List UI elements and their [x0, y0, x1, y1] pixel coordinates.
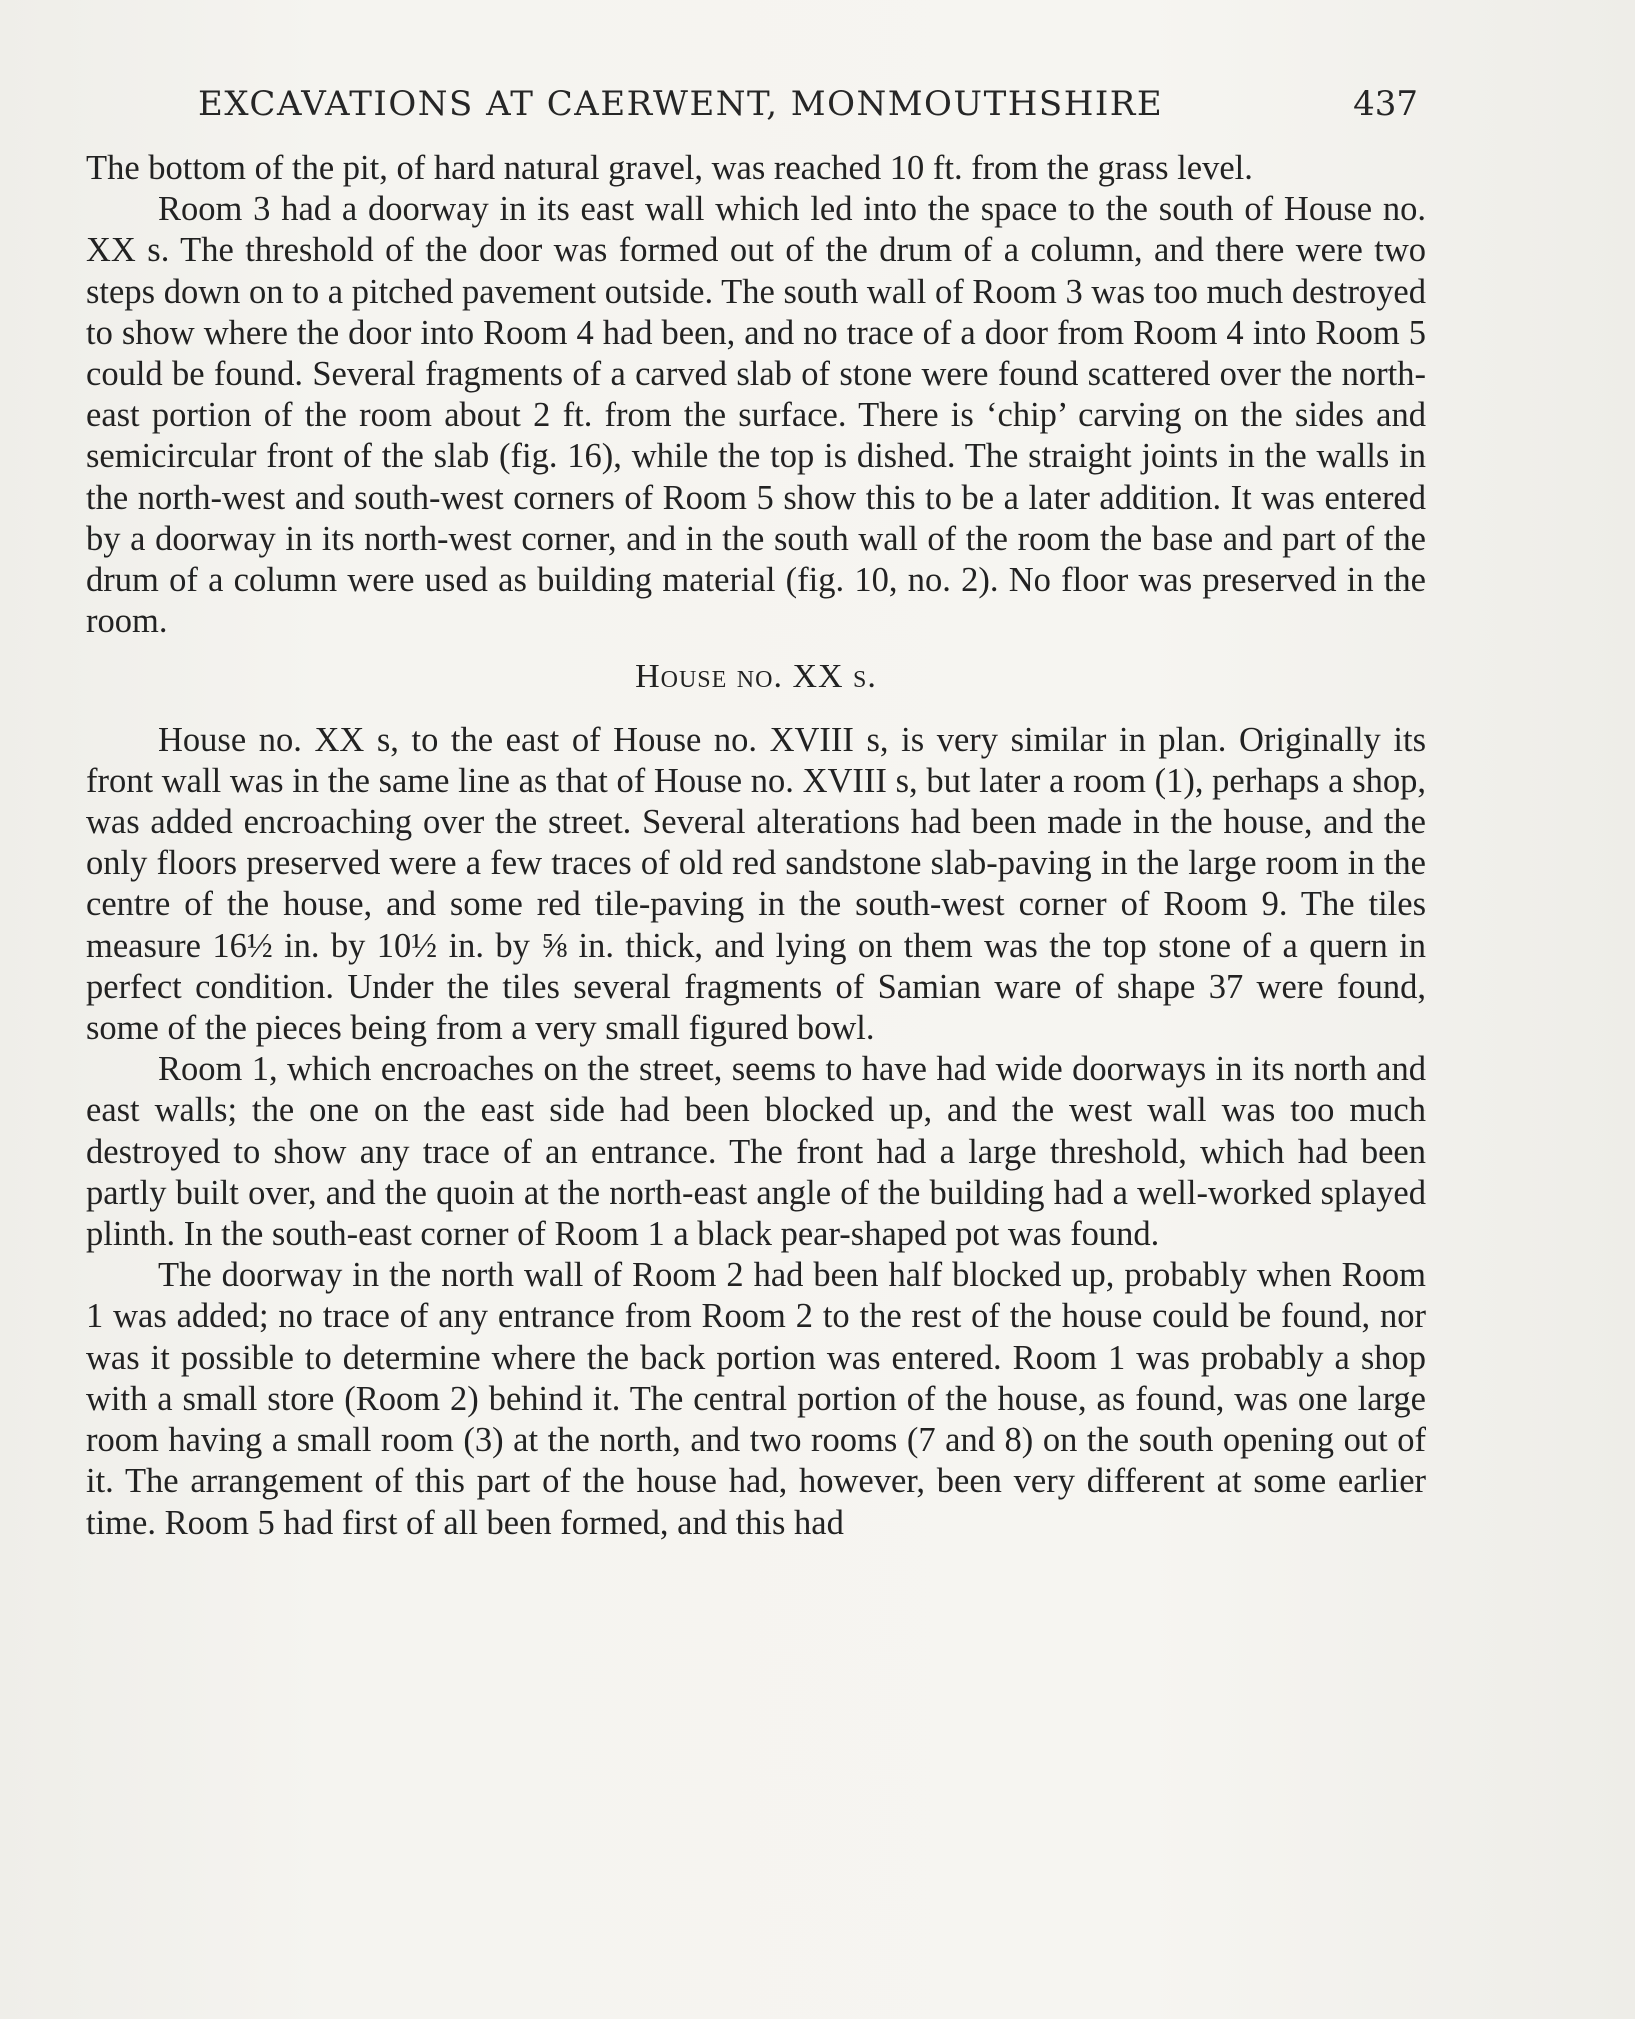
paragraph-pit-bottom: The bottom of the pit, of hard natural gravel, was reached 10 ft. from the grass level. — [86, 149, 1253, 187]
paragraph-house-xx: House no. XX s, to the east of House no. XVIII s, is very similar in plan. Originally its front wall was in the same line as that of House no. XVIII s, but later a room (1), perhaps a shop, was added encroaching over the street. Several alterations had been made in the house, and the only floors preserved were a few traces of old red sandstone slab-paving in the large room in the centre of the house, and some red tile-paving in the south-west corner of Room 9. The tiles measure 16½ in. by 10½ in. by ⅝ in. thick, and lying on them was the top stone of a quern in perfect condition. Under the tiles several fragments of Samian ware of shape 37 were found, some of the pieces being from a very small figured bowl. — [86, 720, 1426, 1048]
running-title: EXCAVATIONS AT CAERWENT, MONMOUTHSHIRE — [198, 84, 1164, 124]
paragraph-room-1: Room 1, which encroaches on the street, seems to have had wide doorways in its north and east walls; the one on the east side had been blocked up, and the west wall was too much destroyed to show any trace of an entrance. The front had a large threshold, which had been partly built over, and the quoin at the north-east angle of the building had a well-worked splayed plinth. In the south-east corner of Room 1 a black pear-shaped pot was found. — [86, 1050, 1426, 1254]
page-header — [198, 84, 1418, 144]
page-number: 437 — [1353, 84, 1418, 124]
paragraph-room-3: Room 3 had a doorway in its east wall which led into the space to the south of House no. XX s. The threshold of the door was formed out of the drum of a column, and there were two steps down on to a pitched pavement outside. The south wall of Room 3 was too much destroyed to show where the door into Room 4 had been, and no trace of a door from Room 4 into Room 5 could be found. Several fragments of a carved slab of stone were found scattered over the north-east portion of the room about 2 ft. from the surface. There is ‘chip’ carving on the sides and semicircular front of the slab (fig. 16), while the top is dished. The straight joints in the walls in the north-west and south-west corners of Room 5 show this to be a later addition. It was entered by a doorway in its north-west corner, and in the south wall of the room the base and part of the drum of a column were used as building material (fig. 10, no. 2). No floor was preserved in the room. — [86, 190, 1426, 641]
body-text — [86, 148, 1426, 1544]
section-heading: House no. XX s. — [635, 658, 877, 696]
paragraph-room-2: The doorway in the north wall of Room 2 had been half blocked up, probably when Room 1 was added; no trace of any entrance from Room 2 to the rest of the house could be found, nor was it possible to determine where the back portion was entered. Room 1 was probably a shop with a small store (Room 2) behind it. The central portion of the house, as found, was one large room having a small room (3) at the north, and two rooms (7 and 8) on the south opening out of it. The arrangement of this part of the house had, however, been very different at some earlier time. Room 5 had first of all been formed, and this had — [86, 1256, 1426, 1542]
